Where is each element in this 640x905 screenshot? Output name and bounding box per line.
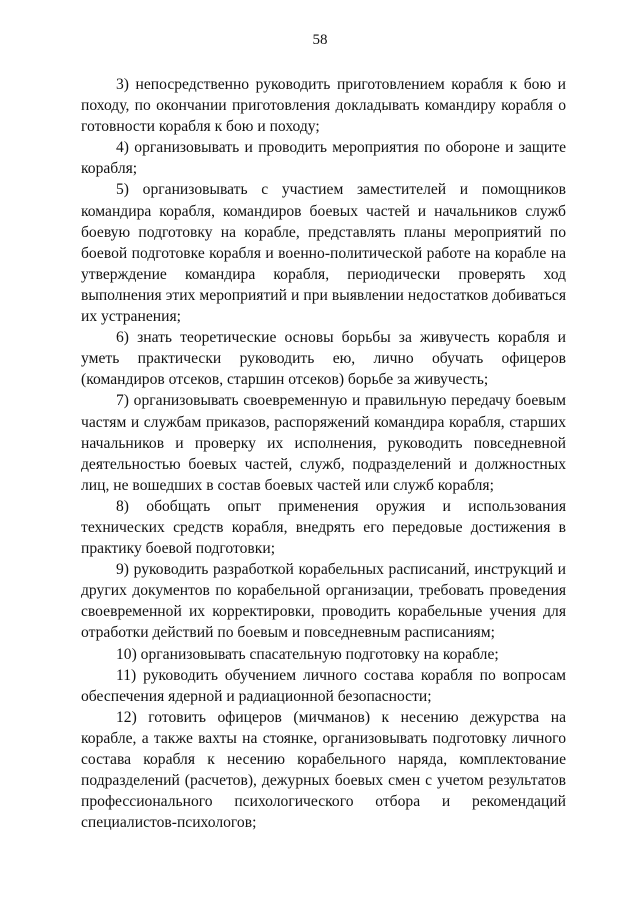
paragraph-item-4: 4) организовывать и проводить мероприятия по обороне и защите корабля;	[81, 139, 566, 178]
paragraph-item-10: 10) организовывать спасательную подготовку на корабле;	[116, 645, 499, 663]
paragraph-item-3: 3) непосредственно руководить приготовлением корабля к бою и походу, по окончании приготовления докладывать командиру корабля о готовности корабля к бою и походу;	[81, 76, 566, 136]
paragraph-item-5: 5) организовывать с участием заместителей и помощников командира корабля, командиров боевых частей и начальников служб боевую подготовку на корабле, представлять планы мероприятий по боевой подготовке корабля и военно-политической работе на корабле на утверждение командира корабля, периодически проверять ход выполнения этих мероприятий и при выявлении недостатков добиваться их устранения;	[81, 181, 566, 326]
paragraph-item-11: 11) руководить обучением личного состава корабля по вопросам обеспечения ядерной и радиационной безопасности;	[81, 666, 566, 705]
document-body	[81, 74, 566, 833]
paragraph-item-12: 12) готовить офицеров (мичманов) к несению дежурства на корабле, а также вахты на стоянке, организовывать подготовку личного состава корабля к несению корабельного наряда, комплектование подразделений (расчетов), дежурных боевых смен с учетом результатов профессионального психологического отбора и рекомендаций специалистов-психологов;	[81, 708, 566, 832]
paragraph-item-7: 7) организовывать своевременную и правильную передачу боевым частям и службам приказов, распоряжений командира корабля, старших начальников и проверку их исполнения, руководить повседневной деятельностью боевых частей, служб, подразделений и должностных лиц, не вошедших в состав боевых частей или служб корабля;	[81, 392, 566, 494]
paragraph-item-9: 9) руководить разработкой корабельных расписаний, инструкций и других документов по корабельной организации, требовать проведения своевременной их корректировки, проводить корабельные учения для отработки действий по боевым и повседневным расписаниям;	[81, 561, 566, 642]
page-number: 58	[312, 32, 328, 48]
paragraph-item-8: 8) обобщать опыт применения оружия и использования технических средств корабля, внедрять его передовые достижения в практику боевой подготовки;	[81, 497, 566, 558]
paragraph-item-6: 6) знать теоретические основы борьбы за живучесть корабля и уметь практически руководить ею, лично обучать офицеров (командиров отсеков, старшин отсеков) борьбе за живучесть;	[81, 329, 566, 389]
